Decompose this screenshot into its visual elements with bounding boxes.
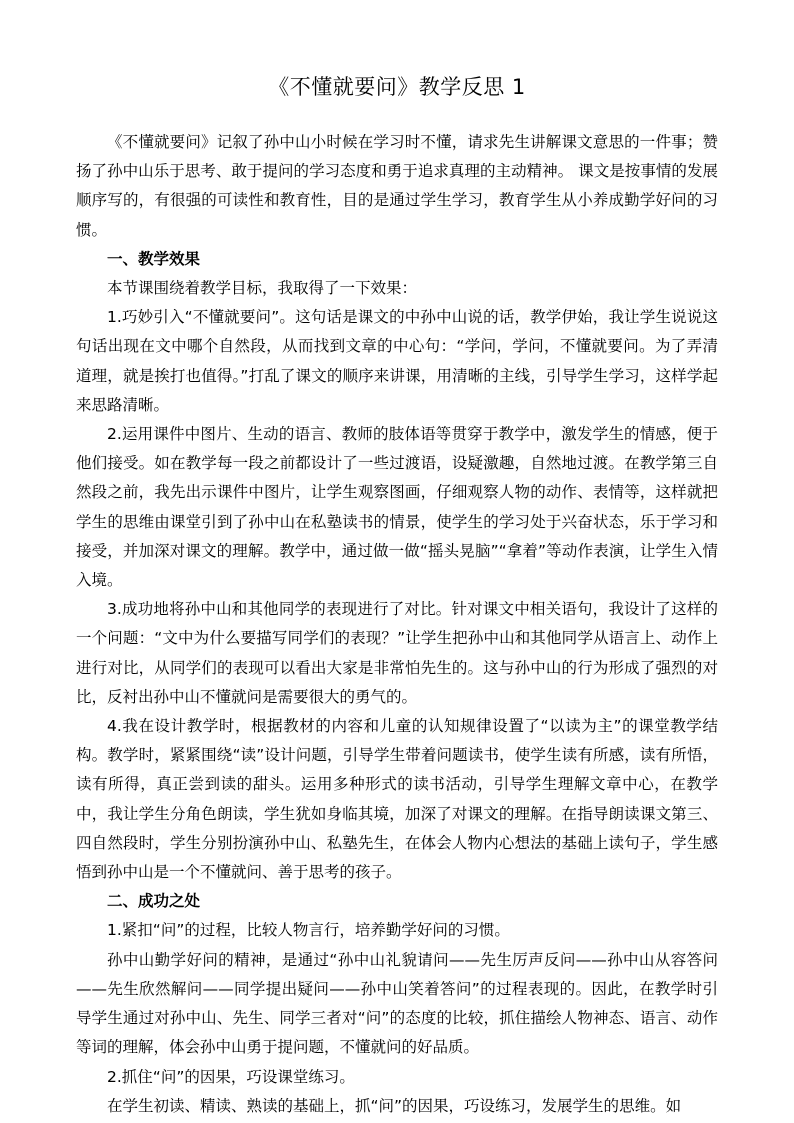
effects-intro-paragraph: 本节课围绕着教学目标，我取得了一下效果： — [107, 279, 418, 298]
successes-item-1: 1.紧扣“问”的过程，比较人物言行，培养勤学好问的习惯。 — [107, 921, 510, 940]
document-title: 《不懂就要问》教学反思 1 — [268, 75, 526, 99]
effects-item-3: 3.成功地将孙中山和其他同学的表现进行了对比。针对课文中相关语句，我设计了这样的一个问题：“文中为什么要描写同学们的表现？”让学生把孙中山和其他同学从语言上、动作上进行对比，从同学们的表现可以看出大家是非常怕先生的。这与孙中山的行为形成了强烈的对比，反衬出孙中山不懂就问是需要很大的勇气的。 — [76, 600, 718, 706]
effects-item-2: 2.运用课件中图片、生动的语言、教师的肢体语等贯穿于教学中，激发学生的情感，便于他们接受。如在教学每一段之前都设计了一些过渡语，设疑激趣，自然地过渡。在教学第三自然段之前，我先出示课件中图片，让学生观察图画，仔细观察人物的动作、表情等，这样就把学生的思维由课堂引到了孙中山在私塾读书的情景，使学生的学习处于兴奋状态，乐于学习和接受，并加深对课文的理解。教学中，通过做一做“摇头晃脑”“拿着”等动作表演，让学生入情入境。 — [76, 425, 718, 590]
successes-item-1-detail: 孙中山勤学好问的精神，是通过“孙中山礼貌请问——先生厉声反问——孙中山从容答问——先生欣然解问——同学提出疑问——孙中山笑着答问”的过程表现的。因此，在教学时引导学生通过对孙中山、先生、同学三者对“问”的态度的比较，抓住描绘人物神态、语言、动作等词的理解，体会孙中山勇于提问题，不懂就问的好品质。 — [76, 950, 718, 1057]
effects-item-4: 4.我在设计教学时，根据教材的内容和儿童的认知规律设置了“以读为主”的课堂教学结构。教学时，紧紧围绕“读”设计问题，引导学生带着问题读书，使学生读有所感，读有所悟，读有所得，真正尝到读的甜头。运用多种形式的读书活动，引导学生理解文章中心，在教学中，我让学生分角色朗读，学生犹如身临其境，加深了对课文的理解。在指导朗读课文第三、四自然段时，学生分别扮演孙中山、私塾先生，在体会人物内心想法的基础上读句子，学生感悟到孙中山是一个不懂就问、善于思考的孩子。 — [76, 717, 718, 882]
section-heading-effects: 一、教学效果 — [107, 249, 201, 268]
effects-item-1: 1.巧妙引入“不懂就要问”。这句话是课文的中孙中山说的话，教学伊始，我让学生说说这句话出现在文中哪个自然段，从而找到文章的中心句：“学问，学问，不懂就要问。为了弄清道理，就是挨打也值得。”打乱了课文的顺序来讲课，用清晰的主线，引导学生学习，这样学起来思路清晰。 — [76, 308, 718, 414]
section-heading-successes: 二、成功之处 — [107, 892, 201, 911]
successes-item-2: 2.抓住“问”的因果，巧设课堂练习。 — [107, 1067, 355, 1086]
document-body — [76, 128, 718, 1121]
successes-item-2-detail: 在学生初读、精读、熟读的基础上，抓“问”的因果，巧设练习，发展学生的思维。如 — [107, 1096, 682, 1115]
intro-paragraph: 《不懂就要问》记叙了孙中山小时候在学习时不懂，请求先生讲解课文意思的一件事；赞扬了孙中山乐于思考、敢于提问的学习态度和勇于追求真理的主动精神。 课文是按事情的发展顺序写的，有很强的可读性和教育性，目的是通过学生学习，教育学生从小养成勤学好问的习惯。 — [76, 133, 718, 239]
